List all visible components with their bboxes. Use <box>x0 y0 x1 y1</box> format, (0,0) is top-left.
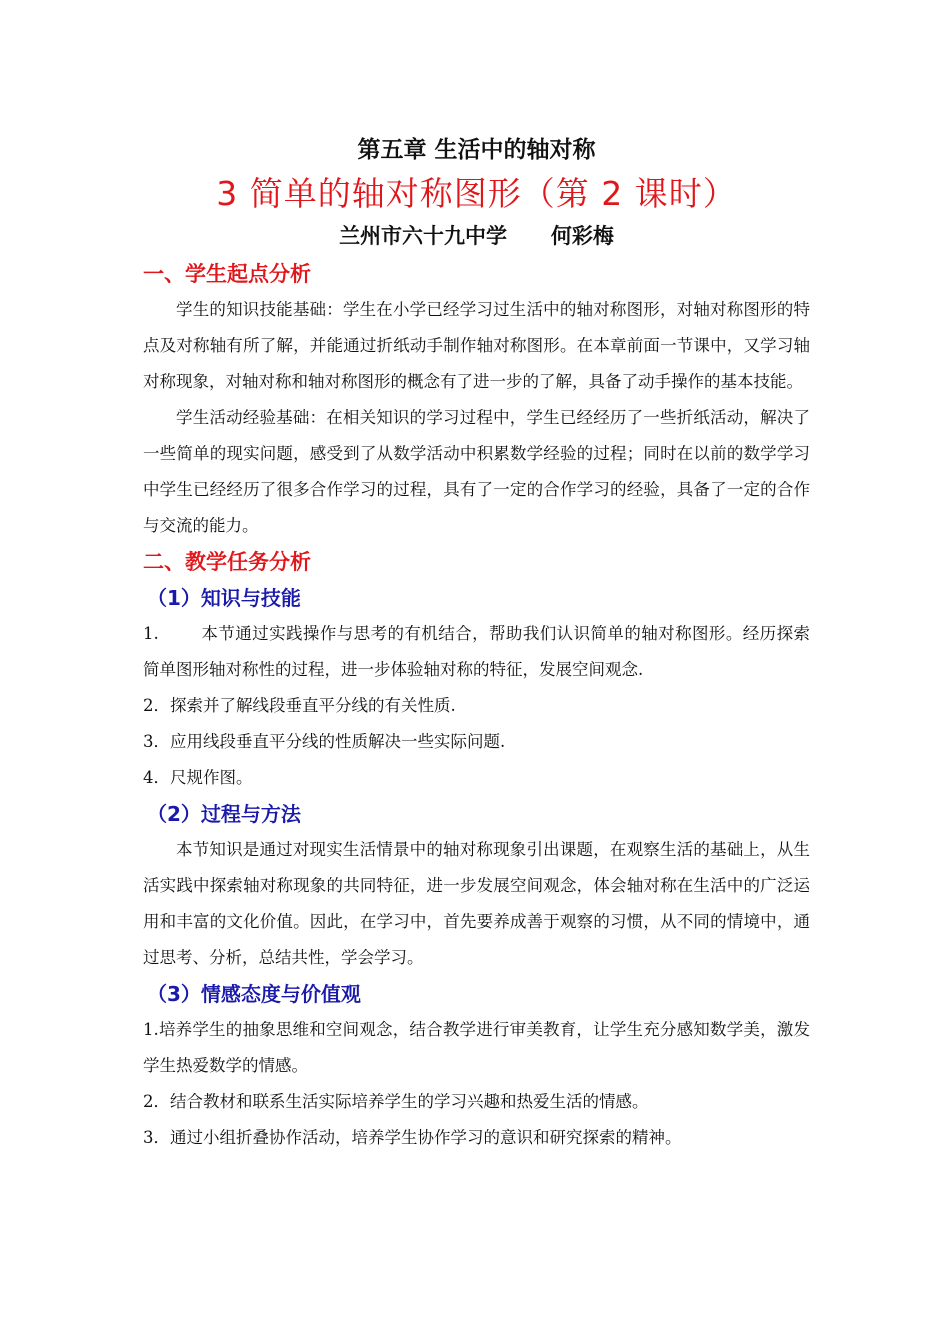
list-item-number: 1. <box>143 624 159 643</box>
document-page <box>143 130 810 1156</box>
list-item-text: 结合教材和联系生活实际培养学生的学习兴趣和热爱生活的情感。 <box>170 1092 649 1111</box>
paragraph-process-method: 本节知识是通过对现实生活情景中的轴对称现象引出课题，在观察生活的基础上，从生活实践中探索轴对称现象的共同特征，进一步发展空间观念，体会轴对称在生活中的广泛运用和丰富的文化价值。因此，在学习中，首先要养成善于观察的习惯，从不同的情境中，通过思考、分析，总结共性，学会学习。 <box>143 840 810 967</box>
list-item-text: 本节通过实践操作与思考的有机结合，帮助我们认识简单的轴对称图形。经历探索简单图形轴对称性的过程，进一步体验轴对称的特征，发展空间观念. <box>143 624 810 679</box>
list-item-number: 2． <box>143 1092 170 1111</box>
list-item <box>143 760 810 796</box>
sub-heading-process-method: （2）过程与方法 <box>147 802 301 826</box>
list-item-number: 3． <box>143 1128 170 1147</box>
list-item-text: 培养学生的抽象思维和空间观念，结合教学进行审美教育，让学生充分感知数学美，激发学生热爱数学的情感。 <box>143 1020 810 1075</box>
list-item-number: 3． <box>143 732 170 751</box>
list-item-text: 应用线段垂直平分线的性质解决一些实际问题. <box>170 732 506 751</box>
list-item-text: 通过小组折叠协作活动，培养学生协作学习的意识和研究探索的精神。 <box>170 1128 682 1147</box>
list-item <box>143 1012 810 1084</box>
list-item-text: 尺规作图。 <box>170 768 253 787</box>
sub-heading-knowledge-skills: （1）知识与技能 <box>147 586 301 610</box>
lesson-title: 3 简单的轴对称图形（第 2 课时） <box>216 174 737 213</box>
list-item-number: 4． <box>143 768 170 787</box>
section-heading-student-analysis: 一、学生起点分析 <box>143 262 311 286</box>
list-item-number: 2． <box>143 696 170 715</box>
sub-heading-attitude-values: （3）情感态度与价值观 <box>147 982 361 1006</box>
paragraph-activity-basis: 学生活动经验基础：在相关知识的学习过程中，学生已经经历了一些折纸活动，解决了一些简单的现实问题，感受到了从数学活动中积累数学经验的过程；同时在以前的数学学习中学生已经经历了很多合作学习的过程，具有了一定的合作学习的经验，具备了一定的合作与交流的能力。 <box>143 408 810 535</box>
list-item-number: 1. <box>143 1020 159 1039</box>
list-item <box>143 1120 810 1156</box>
list-item <box>143 1084 810 1120</box>
list-item <box>143 616 810 688</box>
list-item <box>143 724 810 760</box>
chapter-title: 第五章 生活中的轴对称 <box>357 137 596 163</box>
list-item <box>143 688 810 724</box>
section-heading-task-analysis: 二、教学任务分析 <box>143 550 311 574</box>
paragraph-knowledge-basis: 学生的知识技能基础：学生在小学已经学习过生活中的轴对称图形，对轴对称图形的特点及对称轴有所了解，并能通过折纸动手制作轴对称图形。在本章前面一节课中，又学习轴对称现象，对轴对称和轴对称图形的概念有了进一步的了解，具备了动手操作的基本技能。 <box>143 300 810 391</box>
author-line: 兰州市六十九中学 何彩梅 <box>339 224 614 248</box>
list-item-text: 探索并了解线段垂直平分线的有关性质. <box>170 696 456 715</box>
